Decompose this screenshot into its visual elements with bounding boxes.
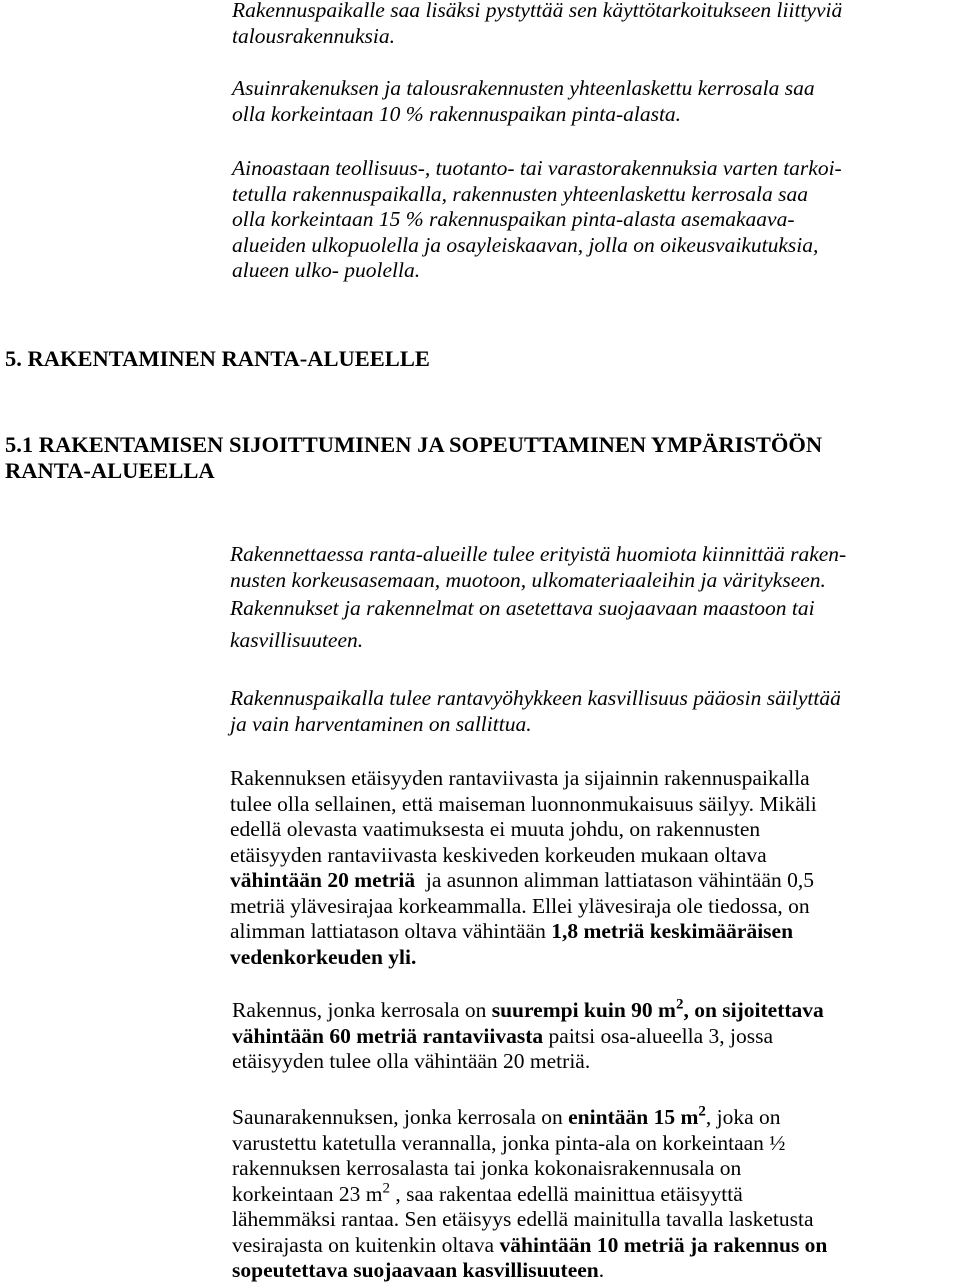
text-run: Saunarakennuksen, jonka kerrosala on bbox=[232, 1105, 569, 1129]
bold-text: sopeutettava suojaavaan kasvillisuuteen bbox=[232, 1258, 599, 1282]
text-line: lähemmäksi rantaa. Sen etäisyys edellä mainitulla tavalla lasketusta bbox=[232, 1207, 814, 1231]
bold-text: vähintään 60 metriä rantaviivasta bbox=[232, 1023, 544, 1048]
text-run: . bbox=[598, 1258, 605, 1282]
paragraph-industrial-plots bbox=[232, 156, 842, 284]
paragraph-vegetation bbox=[230, 686, 841, 737]
text-run: suurempi kuin 90 m bbox=[491, 998, 676, 1022]
paragraph-shore-construction bbox=[230, 542, 846, 653]
heading-line: 5.1 RAKENTAMISEN SIJOITTUMINEN JA SOPEUTTAMINEN YMPÄRISTÖÖN bbox=[5, 432, 823, 457]
text-run: , on sijoitettava bbox=[683, 998, 824, 1022]
text-run: korkeintaan 23 m bbox=[232, 1181, 383, 1206]
text-line: olla korkeintaan 15 % rakennuspaikan pinta-alasta asemakaava- bbox=[232, 207, 795, 231]
text-line: etäisyyden tulee olla vähintään 20 metriä. bbox=[232, 1049, 591, 1073]
text-line: kasvillisuuteen. bbox=[230, 627, 364, 652]
text-line: Rakennukset ja rakennelmat on asetettava suojaavaan maastoon tai bbox=[230, 596, 815, 620]
text-line: alueen ulko- puolella. bbox=[232, 258, 421, 282]
text-line bbox=[230, 919, 817, 945]
text-line: rakennuksen kerrosalasta tai jonka kokonaisrakennusala on bbox=[232, 1156, 742, 1180]
text-line: etäisyyden rantaviivasta keskiveden korkeuden mukaan oltava bbox=[230, 842, 767, 867]
text-line bbox=[232, 1182, 827, 1208]
text-line bbox=[232, 1024, 824, 1050]
bold-text: vähintään 20 metriä bbox=[230, 868, 416, 892]
text-line: alueiden ulkopuolella ja osayleiskaavan, jolla on oikeusvaikutuksia, bbox=[232, 232, 819, 257]
text-run: alimman lattiatason oltava vähintään bbox=[230, 919, 552, 943]
text-line bbox=[230, 868, 817, 894]
bold-text: 1,8 metriä keskimääräisen bbox=[551, 919, 794, 943]
text-line bbox=[232, 1105, 827, 1131]
text-line: tulee olla sellainen, että maiseman luonnonmukaisuus säilyy. Mikäli bbox=[230, 791, 817, 816]
superscript: 2 bbox=[698, 1103, 706, 1120]
paragraph-large-buildings bbox=[232, 998, 824, 1075]
text-line: nusten korkeusasemaan, muotoon, ulkomateriaaleihin ja väritykseen. bbox=[230, 567, 826, 592]
section-heading-5: 5. RAKENTAMINEN RANTA-ALUEELLE bbox=[5, 346, 430, 371]
text-run: Rakennus, jonka kerrosala on bbox=[232, 998, 492, 1022]
text-line bbox=[232, 998, 824, 1024]
text-line: olla korkeintaan 10 % rakennuspaikan pinta-alasta. bbox=[232, 101, 682, 126]
text-line: tetulla rakennuspaikalla, rakennusten yhteenlaskettu kerrosala saa bbox=[232, 181, 809, 206]
superscript: 2 bbox=[675, 996, 684, 1013]
text-line: Rakennuspaikalla tulee rantavyöhykkeen kasvillisuus pääosin säilyttää bbox=[230, 686, 841, 710]
text-run: enintään 15 m bbox=[568, 1105, 699, 1129]
text-run: vesirajasta on kuitenkin oltava bbox=[232, 1232, 500, 1257]
paragraph-floor-area-limit bbox=[232, 76, 815, 127]
text-line bbox=[230, 945, 817, 971]
paragraph-shoreline-distance bbox=[230, 766, 817, 970]
text-line: metriä ylävesirajaa korkeammalla. Ellei ylävesiraja ole tiedossa, on bbox=[230, 893, 810, 918]
bold-text bbox=[568, 1105, 706, 1129]
text-line: edellä olevasta vaatimuksesta ei muuta johdu, on rakennusten bbox=[230, 817, 761, 841]
text-line: Rakennuspaikalle saa lisäksi pystyttää sen käyttötarkoitukseen liittyviä bbox=[232, 0, 843, 22]
text-line: talousrakennuksia. bbox=[232, 23, 396, 48]
text-line bbox=[232, 1258, 827, 1284]
text-line: Rakennettaessa ranta-alueille tulee erityistä huomiota kiinnittää raken- bbox=[230, 542, 847, 566]
text-line: ja vain harventaminen on sallittua. bbox=[230, 711, 532, 736]
paragraph-sauna-buildings bbox=[232, 1105, 827, 1284]
text-line: Ainoastaan teollisuus-, tuotanto- tai varastorakennuksia varten tarkoi- bbox=[232, 156, 842, 180]
text-run: , saa rakentaa edellä mainittua etäisyyttä bbox=[390, 1181, 743, 1206]
superscript: 2 bbox=[382, 1180, 390, 1197]
paragraph-auxiliary-buildings bbox=[232, 0, 842, 49]
bold-text: vähintään 10 metriä ja rakennus on bbox=[499, 1232, 828, 1257]
text-line bbox=[232, 1233, 827, 1259]
text-line: Rakennuksen etäisyyden rantaviivasta ja sijainnin rakennuspaikalla bbox=[230, 766, 810, 790]
bold-text bbox=[492, 998, 824, 1022]
text-run: , joka on bbox=[705, 1105, 781, 1129]
bold-text: vedenkorkeuden yli. bbox=[230, 944, 417, 969]
text-line: Asuinrakenuksen ja talousrakennusten yhteenlaskettu kerrosala saa bbox=[232, 76, 815, 100]
text-run: ja asunnon alimman lattiatason vähintään 0,5 bbox=[415, 868, 814, 892]
text-run: paitsi osa-alueella 3, jossa bbox=[543, 1023, 774, 1048]
text-line: varustettu katetulla verannalla, jonka pinta-ala on korkeintaan ½ bbox=[232, 1130, 786, 1155]
heading-line: RANTA-ALUEELLA bbox=[5, 458, 215, 483]
section-heading-5-1 bbox=[5, 432, 822, 484]
